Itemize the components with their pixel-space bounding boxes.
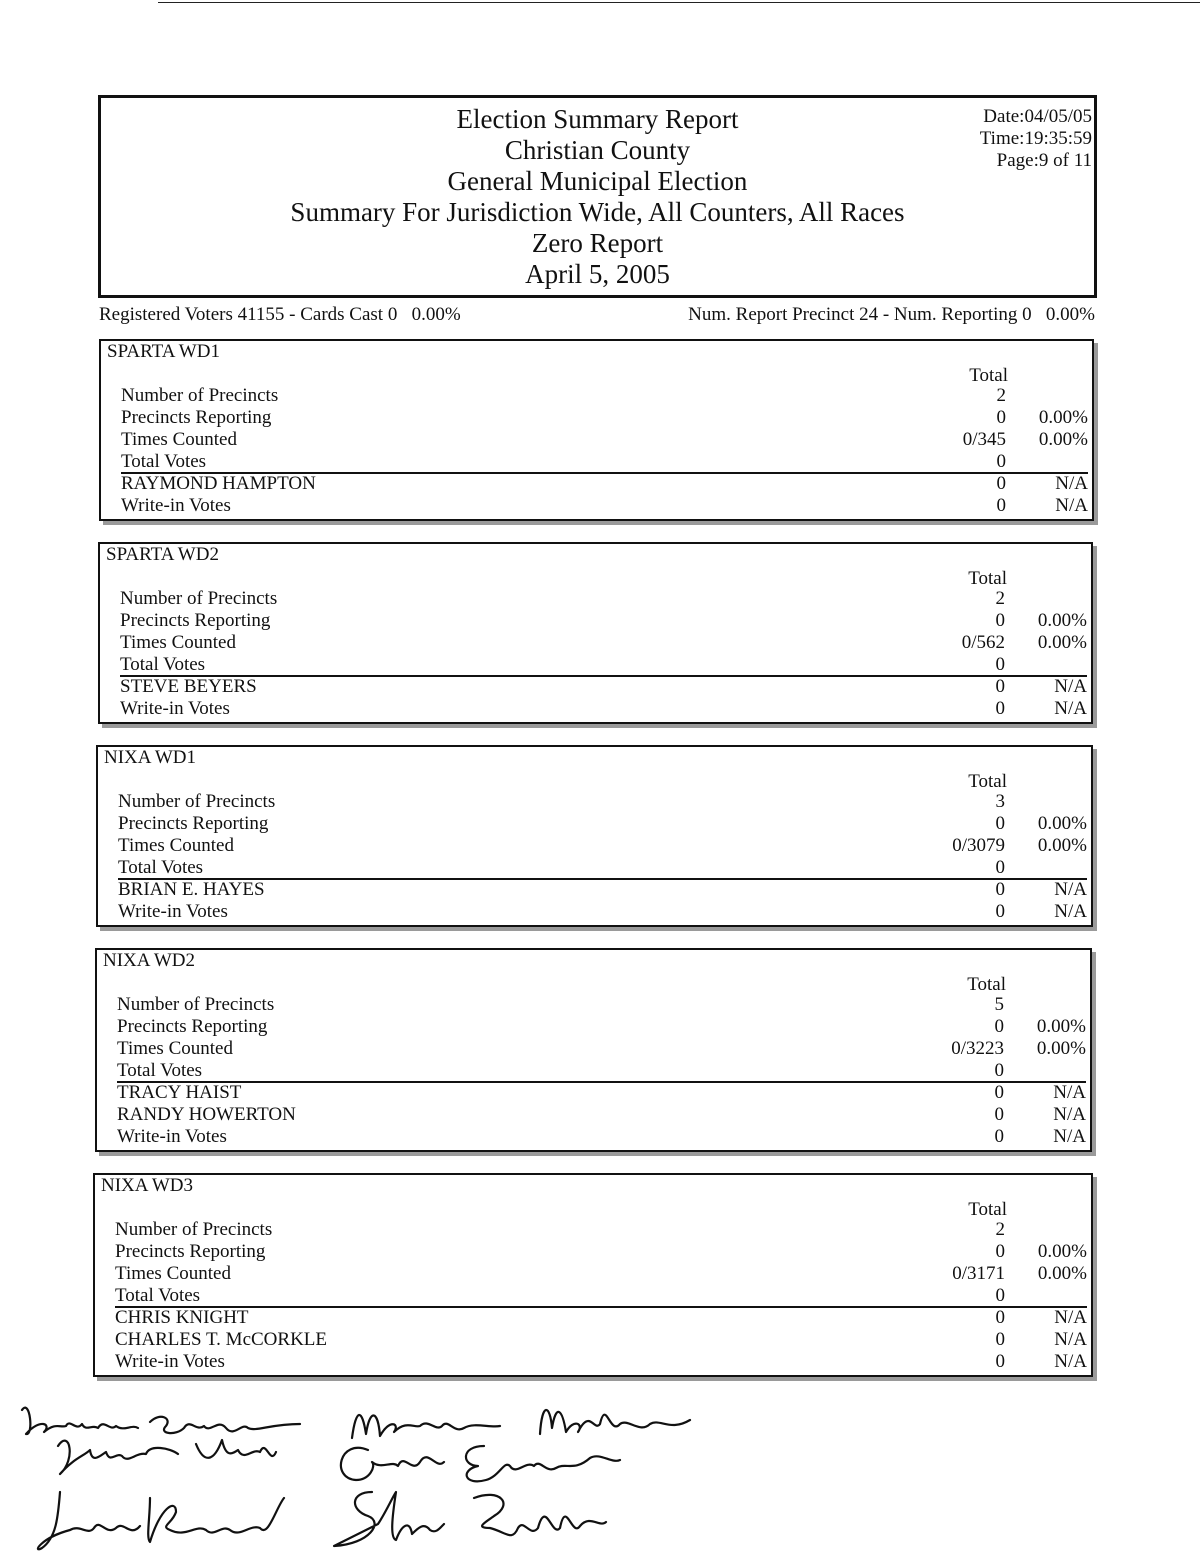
race-section bbox=[98, 542, 1093, 724]
row-percent: N/A bbox=[1054, 1307, 1087, 1328]
signature-barbara-stogner bbox=[22, 1408, 138, 1434]
row-percent: N/A bbox=[1054, 901, 1087, 922]
stat-row bbox=[101, 429, 1092, 451]
row-label: Total Votes bbox=[117, 1060, 203, 1081]
row-percent: 0.00% bbox=[1037, 1241, 1087, 1262]
stat-row bbox=[101, 407, 1092, 429]
row-total: 2 bbox=[995, 1219, 1005, 1240]
row-label: Write-in Votes bbox=[120, 698, 230, 719]
row-total: 0 bbox=[995, 1351, 1005, 1372]
row-label: Total Votes bbox=[115, 1285, 201, 1306]
election-date: April 5, 2005 bbox=[525, 259, 670, 289]
row-total: 0 bbox=[995, 857, 1005, 878]
row-total: 0 bbox=[996, 451, 1006, 472]
race-section bbox=[96, 745, 1093, 927]
row-label: Precincts Reporting bbox=[120, 610, 271, 631]
row-label: Total Votes bbox=[120, 654, 206, 675]
race-name: SPARTA WD2 bbox=[106, 544, 219, 565]
race-section bbox=[93, 1173, 1093, 1377]
race-section bbox=[95, 948, 1092, 1152]
total-column-header: Total bbox=[969, 365, 1008, 386]
row-label: Total Votes bbox=[118, 857, 204, 878]
row-total: 0 bbox=[994, 1016, 1004, 1037]
row-percent: N/A bbox=[1054, 676, 1087, 697]
row-total: 0 bbox=[995, 879, 1005, 900]
report-meta bbox=[980, 106, 1092, 172]
row-label: RANDY HOWERTON bbox=[117, 1104, 296, 1125]
row-label: CHARLES T. McCORKLE bbox=[115, 1329, 327, 1350]
row-label: Total Votes bbox=[121, 451, 207, 472]
row-percent: 0.00% bbox=[1038, 407, 1088, 428]
race-name: SPARTA WD1 bbox=[107, 341, 220, 362]
row-total: 0 bbox=[995, 901, 1005, 922]
page-number: Page:9 of 11 bbox=[996, 150, 1092, 171]
row-label: Precincts Reporting bbox=[118, 813, 269, 834]
row-percent: 0.00% bbox=[1037, 610, 1087, 631]
candidate-row bbox=[95, 1329, 1091, 1351]
row-label: Number of Precincts bbox=[120, 588, 278, 609]
race-name: NIXA WD1 bbox=[104, 747, 197, 768]
candidate-row bbox=[100, 698, 1091, 720]
row-total: 0 bbox=[995, 654, 1005, 675]
candidate-row bbox=[100, 676, 1091, 698]
scan-edge-line bbox=[158, 2, 1200, 3]
row-label: Times Counted bbox=[118, 835, 234, 856]
row-label: Write-in Votes bbox=[118, 901, 228, 922]
row-label: Times Counted bbox=[120, 632, 236, 653]
stat-row bbox=[100, 632, 1091, 654]
total-column-header: Total bbox=[968, 568, 1007, 589]
row-total: 0 bbox=[995, 1285, 1005, 1306]
report-time: Time:19:35:59 bbox=[979, 128, 1092, 149]
registered-voters-summary: Registered Voters 41155 - Cards Cast 0 0.00% bbox=[99, 304, 461, 325]
stat-row bbox=[95, 1219, 1091, 1241]
stat-row bbox=[100, 588, 1091, 610]
row-percent: 0.00% bbox=[1038, 429, 1088, 450]
total-column-header: Total bbox=[968, 1199, 1007, 1220]
stat-row bbox=[97, 1060, 1090, 1082]
stat-row bbox=[97, 1016, 1090, 1038]
row-percent: N/A bbox=[1053, 1082, 1086, 1103]
row-percent: 0.00% bbox=[1037, 813, 1087, 834]
row-label: Precincts Reporting bbox=[115, 1241, 266, 1262]
candidate-row bbox=[97, 1104, 1090, 1126]
row-percent: N/A bbox=[1054, 698, 1087, 719]
report-date: Date:04/05/05 bbox=[983, 106, 1092, 127]
row-total: 0 bbox=[995, 698, 1005, 719]
candidate-row bbox=[97, 1126, 1090, 1148]
race-name: NIXA WD2 bbox=[103, 950, 196, 971]
row-total: 0/3079 bbox=[952, 835, 1005, 856]
row-total: 0 bbox=[996, 473, 1006, 494]
stat-row bbox=[100, 610, 1091, 632]
county-name: Christian County bbox=[504, 135, 691, 165]
row-label: Number of Precincts bbox=[121, 385, 279, 406]
row-total: 0 bbox=[994, 1104, 1004, 1125]
candidate-row bbox=[98, 901, 1091, 923]
row-percent: 0.00% bbox=[1037, 835, 1087, 856]
stat-row bbox=[98, 857, 1091, 879]
candidate-row bbox=[101, 495, 1092, 517]
race-section bbox=[99, 339, 1094, 521]
row-total: 0 bbox=[995, 1307, 1005, 1328]
candidate-row bbox=[98, 879, 1091, 901]
candidate-row bbox=[101, 473, 1092, 495]
row-label: STEVE BEYERS bbox=[120, 676, 257, 697]
row-label: Number of Precincts bbox=[118, 791, 276, 812]
row-percent: N/A bbox=[1053, 1126, 1086, 1147]
row-total: 3 bbox=[995, 791, 1005, 812]
candidate-row bbox=[95, 1307, 1091, 1329]
total-column-header: Total bbox=[968, 771, 1007, 792]
row-label: Number of Precincts bbox=[115, 1219, 273, 1240]
report-type: Zero Report bbox=[531, 228, 664, 258]
row-label: TRACY HAIST bbox=[117, 1082, 242, 1103]
summary-scope: Summary For Jurisdiction Wide, All Counters, All Races bbox=[290, 197, 905, 227]
race-name: NIXA WD3 bbox=[101, 1175, 194, 1196]
row-total: 0 bbox=[994, 1060, 1004, 1081]
row-total: 0 bbox=[994, 1082, 1004, 1103]
row-total: 0 bbox=[995, 813, 1005, 834]
row-total: 0 bbox=[995, 1241, 1005, 1262]
row-label: CHRIS KNIGHT bbox=[115, 1307, 249, 1328]
row-percent: 0.00% bbox=[1036, 1038, 1086, 1059]
stat-row bbox=[100, 654, 1091, 676]
stat-row bbox=[98, 835, 1091, 857]
row-total: 0 bbox=[995, 1329, 1005, 1350]
stat-row bbox=[101, 385, 1092, 407]
row-total: 0 bbox=[994, 1126, 1004, 1147]
row-percent: N/A bbox=[1054, 1329, 1087, 1350]
row-label: BRIAN E. HAYES bbox=[118, 879, 265, 900]
row-percent: N/A bbox=[1053, 1104, 1086, 1125]
report-title: Election Summary Report bbox=[456, 104, 739, 134]
row-total: 0 bbox=[995, 610, 1005, 631]
stat-row bbox=[101, 451, 1092, 473]
row-total: 2 bbox=[995, 588, 1005, 609]
row-percent: 0.00% bbox=[1037, 1263, 1087, 1284]
handwritten-signatures bbox=[0, 1388, 720, 1568]
stat-row bbox=[95, 1241, 1091, 1263]
row-percent: 0.00% bbox=[1037, 632, 1087, 653]
stat-row bbox=[97, 1038, 1090, 1060]
row-percent: N/A bbox=[1054, 879, 1087, 900]
row-total: 2 bbox=[996, 385, 1006, 406]
row-total: 0/345 bbox=[962, 429, 1006, 450]
row-percent: N/A bbox=[1055, 473, 1088, 494]
row-percent: N/A bbox=[1054, 1351, 1087, 1372]
signature-block bbox=[0, 1388, 720, 1568]
report-header bbox=[98, 95, 1097, 298]
row-percent: 0.00% bbox=[1036, 1016, 1086, 1037]
row-total: 0/3171 bbox=[952, 1263, 1005, 1284]
row-label: Precincts Reporting bbox=[117, 1016, 268, 1037]
row-total: 0 bbox=[996, 495, 1006, 516]
election-name: General Municipal Election bbox=[447, 166, 748, 196]
precinct-reporting-summary: Num. Report Precinct 24 - Num. Reporting 0 0.00% bbox=[688, 304, 1095, 325]
stat-row bbox=[98, 813, 1091, 835]
stat-row bbox=[97, 994, 1090, 1016]
candidate-row bbox=[95, 1351, 1091, 1373]
row-label: Write-in Votes bbox=[115, 1351, 225, 1372]
candidate-row bbox=[97, 1082, 1090, 1104]
row-total: 0/3223 bbox=[951, 1038, 1004, 1059]
report-title-block bbox=[101, 104, 1094, 290]
row-label: Times Counted bbox=[117, 1038, 233, 1059]
row-label: RAYMOND HAMPTON bbox=[121, 473, 316, 494]
row-label: Number of Precincts bbox=[117, 994, 275, 1015]
row-label: Times Counted bbox=[115, 1263, 231, 1284]
row-label: Write-in Votes bbox=[121, 495, 231, 516]
row-total: 0 bbox=[996, 407, 1006, 428]
row-total: 0/562 bbox=[961, 632, 1005, 653]
row-percent: N/A bbox=[1055, 495, 1088, 516]
row-total: 0 bbox=[995, 676, 1005, 697]
stat-row bbox=[95, 1263, 1091, 1285]
row-total: 5 bbox=[994, 994, 1004, 1015]
row-label: Write-in Votes bbox=[117, 1126, 227, 1147]
total-column-header: Total bbox=[967, 974, 1006, 995]
stat-row bbox=[95, 1285, 1091, 1307]
row-label: Times Counted bbox=[121, 429, 237, 450]
stat-row bbox=[98, 791, 1091, 813]
row-label: Precincts Reporting bbox=[121, 407, 272, 428]
